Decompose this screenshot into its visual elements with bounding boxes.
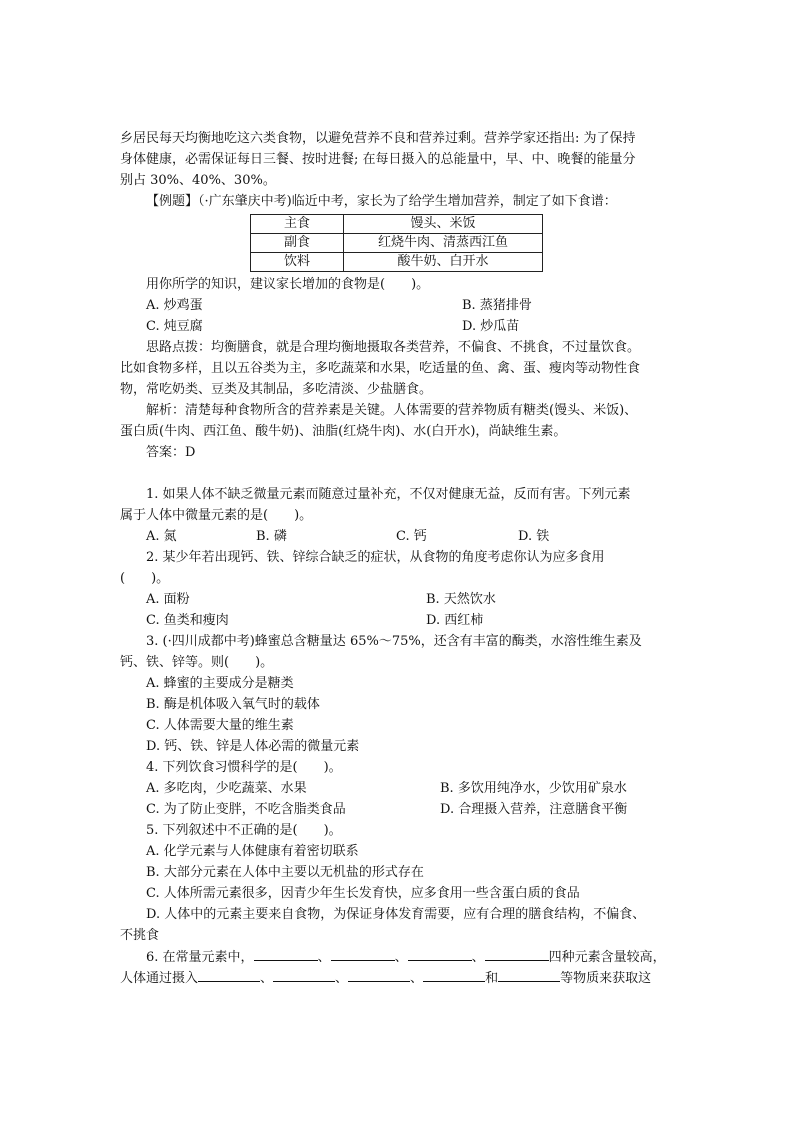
option-c: C. 鱼类和瘦肉 [146,613,229,628]
menu-items: 红烧牛肉、清蒸西江鱼 [344,234,543,253]
menu-category: 主食 [251,215,344,234]
option-b: B. 多饮用纯净水，少饮用矿泉水 [440,781,627,796]
option-d: D. 炒瓜苗 [462,319,520,334]
option-c: C. 钙 [396,529,427,544]
question-2-stem: ( )。 [120,571,170,586]
answer-blank[interactable] [348,967,410,982]
option-row [120,778,680,799]
option-row [120,526,680,547]
option-row [120,589,680,610]
option-b: B. 酶是机体吸入氧气时的载体 [146,697,320,712]
option-a: A. 多吃肉，少吃蔬菜、水果 [146,781,307,796]
q6-sep: 、 [260,971,274,986]
menu-items: 馒头、米饭 [344,215,543,234]
q6-mid: 四种元素含量较高， [548,950,666,965]
answer-blank[interactable] [254,946,318,961]
example-stem-text: （·广东肇庆中考)临近中考，家长为了给学生增加营养，制定了如下食谱： [198,194,617,209]
question-5-stem: 5. 下列叙述中不正确的是( )。 [146,823,342,838]
intro-line: 乡居民每天均衡地吃这六类食物，以避免营养不良和营养过剩。营养学家还指出: 为了保持 [120,131,636,146]
option-a: A. 蜂蜜的主要成分是糖类 [146,676,294,691]
option-a: A. 化学元素与人体健康有着密切联系 [146,844,359,859]
answer-blank[interactable] [331,946,395,961]
option-b: B. 天然饮水 [426,592,496,607]
analysis-line: 蛋白质(牛肉、西江鱼、酸牛奶)、油脂(红烧牛肉)、水(白开水)，尚缺维生素。 [120,424,567,439]
q6-post: 等物质来获取这 [560,971,652,986]
option-d: D. 铁 [518,529,550,544]
q6-sep: 、 [471,950,485,965]
answer-blank[interactable] [198,967,260,982]
option-a: A. 氮 [146,529,177,544]
option-a: A. 炒鸡蛋 [146,298,203,313]
option-a: A. 面粉 [146,592,190,607]
answer-blank[interactable] [273,967,335,982]
question-1-stem: 属于人体中微量元素的是( )。 [120,508,313,523]
question-6-line [120,967,680,988]
question-4-stem: 4. 下列饮食习惯科学的是( )。 [146,760,342,775]
option-c: C. 炖豆腐 [146,319,203,334]
option-c: C. 人体需要大量的维生素 [146,718,294,733]
option-b: B. 蒸猪排骨 [462,298,532,313]
option-d: D. 西红柿 [426,613,484,628]
q6-sep: 、 [317,950,331,965]
intro-line: 别占 30%、40%、30%。 [120,173,276,188]
option-b: B. 磷 [256,529,287,544]
question-1-stem: 1. 如果人体不缺乏微量元素而随意过量补充，不仅对健康无益，反而有害。下列元素 [146,487,631,502]
option-row [120,610,680,631]
question-3-stem: 钙、铁、锌等。则( )。 [120,655,274,670]
q6-prefix: 6. 在常量元素中， [146,950,254,965]
q6-sep: 、 [394,950,408,965]
option-c: C. 为了防止变胖，不吃含脂类食品 [146,802,346,817]
menu-category: 副食 [251,234,344,253]
option-row [120,799,680,820]
answer-blank[interactable] [485,946,549,961]
question-6-line [120,946,680,967]
table-row [251,234,543,253]
q6-and: 和 [485,971,499,986]
question-2-stem: 2. 某少年若出现钙、铁、锌综合缺乏的症状，从食物的角度考虑你认为应多食用 [146,550,605,565]
q6-sep: 、 [410,971,424,986]
intro-line: 身体健康，必需保证每日三餐、按时进餐; 在每日摄入的总能量中，早、中、晚餐的能量分 [120,152,636,167]
option-c: C. 人体所需元素很多，因青少年生长发育快，应多食用一些含蛋白质的食品 [146,886,580,901]
hint-line: 比如食物多样，且以五谷类为主，多吃蔬菜和水果，吃适量的鱼、禽、蛋、瘦肉等动物性食 [120,361,641,376]
option-d-continued: 不挑食 [120,928,160,943]
q6-prefix-2: 人体通过摄入 [120,971,199,986]
option-b: B. 大部分元素在人体中主要以无机盐的形式存在 [146,865,424,880]
hint-line: 物，常吃奶类、豆类及其制品，多吃清淡、少盐膳食。 [120,382,433,397]
answer-blank[interactable] [423,967,485,982]
menu-category: 饮料 [251,253,344,272]
question-3-stem: 3. (·四川成都中考)蜂蜜总含糖量达 65%～75%，还含有丰富的酶类，水溶性维生素及 [146,634,642,649]
option-d: D. 钙、铁、锌是人体必需的微量元素 [146,739,360,754]
option-row [120,316,680,337]
answer-blank[interactable] [408,946,472,961]
document-content [120,128,680,988]
spacer [120,463,680,484]
example-question: 用你所学的知识，建议家长增加的食物是( )。 [146,277,430,292]
option-row [120,295,680,316]
hint-line: 思路点拨：均衡膳食，就是合理均衡地摄取各类营养，不偏食、不挑食，不过量饮食。 [146,340,641,355]
example-stem [120,191,680,212]
table-row [251,253,543,272]
answer-line: 答案：D [146,445,196,460]
example-tag: 【例题】 [146,194,199,209]
q6-sep: 、 [335,971,349,986]
option-d: D. 人体中的元素主要来自食物，为保证身体发育需要，应有合理的膳食结构，不偏食、 [146,907,646,922]
menu-items: 酸牛奶、白开水 [344,253,543,272]
analysis-line: 解析：清楚每种食物所含的营养素是关键。人体需要的营养物质有糖类(馒头、米饭)、 [146,403,638,418]
menu-table [250,214,543,272]
table-row [251,215,543,234]
option-d: D. 合理摄入营养，注意膳食平衡 [440,802,628,817]
answer-blank[interactable] [498,967,560,982]
